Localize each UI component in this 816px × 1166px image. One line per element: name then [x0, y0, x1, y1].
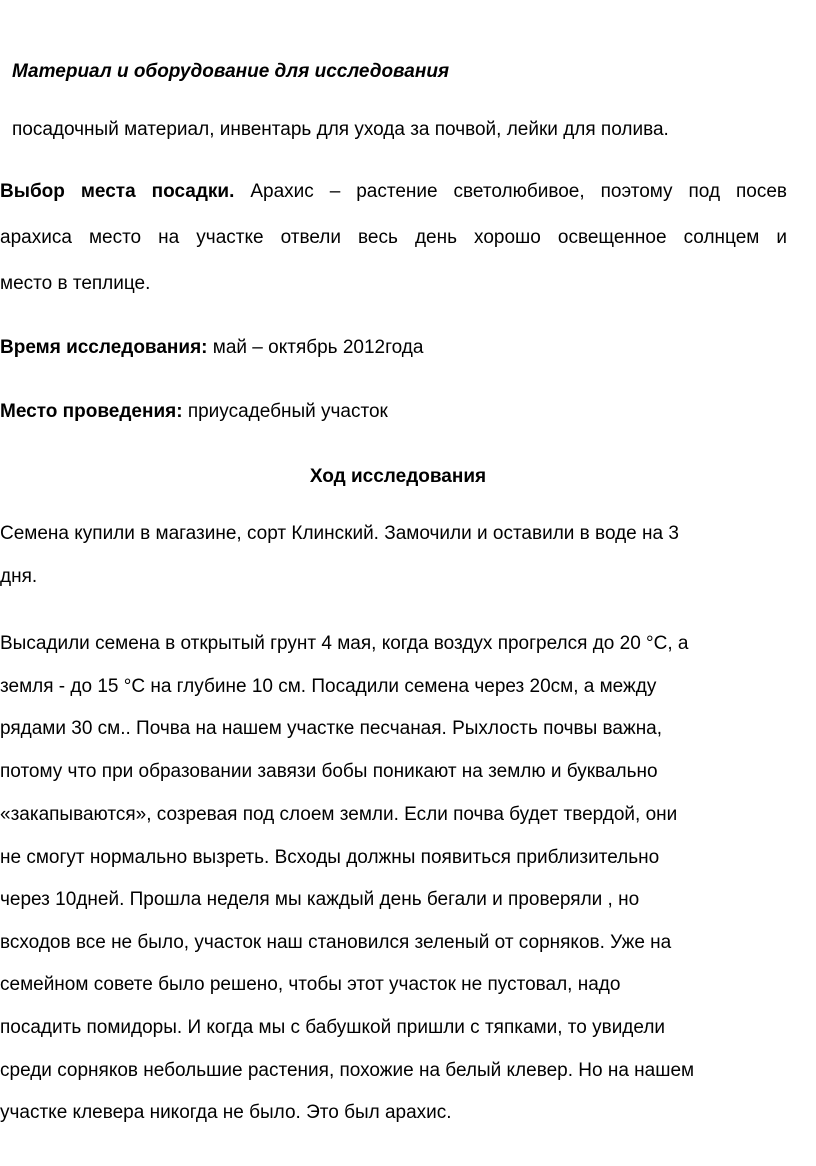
para1-line: дня. — [0, 566, 38, 587]
site-choice-line-2: арахиса место на участке отвели весь день хорошо освещенное солнцем и — [0, 227, 787, 248]
site-choice-label: Выбор места посадки. — [0, 181, 235, 202]
time-value: май – октябрь 2012года — [212, 337, 424, 358]
para2-line: «закапываются», созревая под слоем земли. Если почва будет твердой, они — [0, 804, 678, 825]
materials-text: посадочный материал, инвентарь для ухода за почвой, лейки для полива. — [12, 119, 669, 140]
para2-line: семейном совете было решено, чтобы этот участок не пустовал, надо — [0, 974, 621, 995]
para2-line: участке клевера никогда не было. Это был арахис. — [0, 1102, 452, 1123]
site-choice-line-1 — [0, 180, 787, 204]
para2-line: через 10дней. Прошла неделя мы каждый день бегали и проверяли , но — [0, 889, 640, 910]
place-line — [0, 400, 388, 424]
site-choice-text-1: Арахис – растение светолюбивое, поэтому под посев — [250, 181, 788, 202]
place-label: Место проведения: — [0, 401, 183, 422]
time-line — [0, 336, 423, 360]
para2-line: земля - до 15 °С на глубине 10 см. Посадили семена через 20см, а между — [0, 676, 657, 697]
para2-line: Высадили семена в открытый грунт 4 мая, когда воздух прогрелся до 20 °С, а — [0, 633, 689, 654]
para2-line: рядами 30 см.. Почва на нашем участке песчаная. Рыхлость почвы важна, — [0, 718, 663, 739]
para2-line: всходов все не было, участок наш становился зеленый от сорняков. Уже на — [0, 932, 672, 953]
para2-line: посадить помидоры. И когда мы с бабушкой пришли с тяпками, то увидели — [0, 1017, 666, 1038]
para1-line: Семена купили в магазине, сорт Клинский. Замочили и оставили в воде на 3 — [0, 523, 679, 544]
para2-line: не смогут нормально вызреть. Всходы должны появиться приблизительно — [0, 847, 660, 868]
progress-heading: Ход исследования — [309, 466, 487, 487]
place-value: приусадебный участок — [187, 401, 388, 422]
time-label: Время исследования: — [0, 337, 208, 358]
para2-line: потому что при образовании завязи бобы поникают на землю и буквально — [0, 761, 658, 782]
site-choice-line-3: место в теплице. — [0, 273, 151, 294]
para2-line: среди сорняков небольшие растения, похожие на белый клевер. Но на нашем — [0, 1060, 695, 1081]
materials-heading: Материал и оборудование для исследования — [12, 61, 450, 82]
